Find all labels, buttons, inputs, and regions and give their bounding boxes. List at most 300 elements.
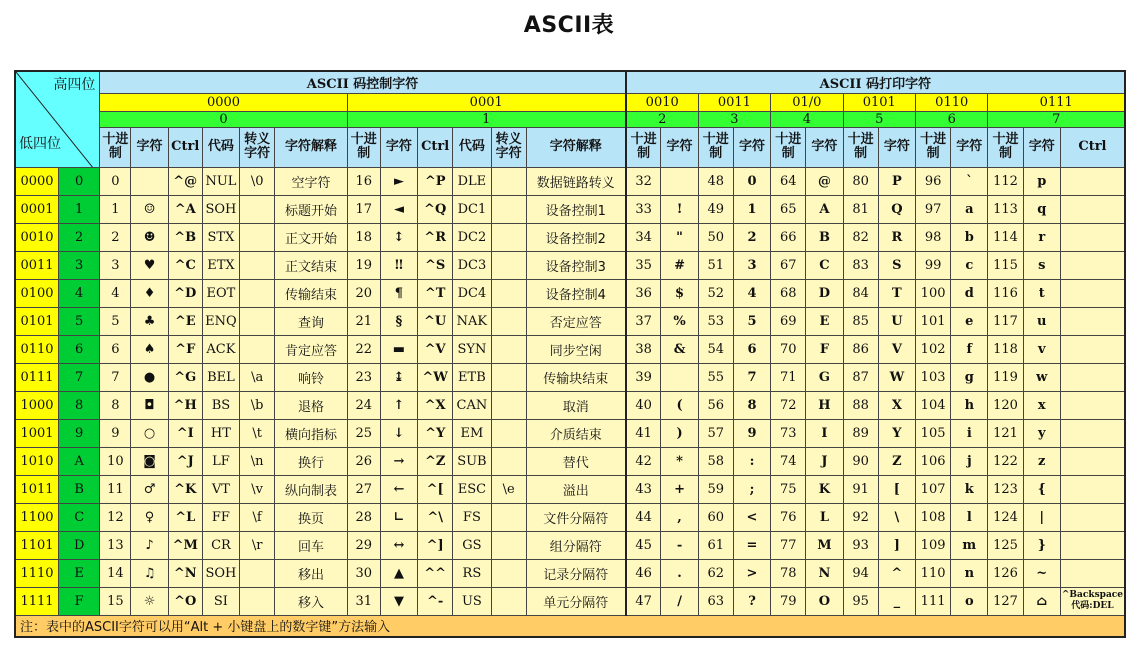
col-ctrl-cell: ^F: [168, 335, 202, 363]
empty-ctrl-cell: [1060, 475, 1125, 503]
col-dec-p3: 十进制: [843, 127, 878, 167]
col-desc-cell: 移入: [275, 587, 347, 615]
col-ctrl-cell: ^G: [168, 363, 202, 391]
print-dec-cell: 64: [771, 167, 806, 195]
col-dec-cell: 2: [100, 223, 131, 251]
col-dec-p2: 十进制: [771, 127, 806, 167]
col-dec-cell: 27: [347, 475, 380, 503]
print-char-cell: G: [806, 363, 843, 391]
col-ctrl-1: Ctrl: [418, 127, 453, 167]
col-ctrl-cell: ^K: [168, 475, 202, 503]
print-dec-cell: 115: [988, 251, 1023, 279]
print-dec-cell: 36: [626, 279, 661, 307]
print-dec-cell: 109: [916, 531, 951, 559]
print-dec-cell: 51: [698, 251, 733, 279]
print-char-cell: y: [1023, 419, 1060, 447]
print-char-cell: 7: [733, 363, 770, 391]
col-code-1: 代码: [453, 127, 491, 167]
print-dec-cell: 65: [771, 195, 806, 223]
print-dec-cell: 114: [988, 223, 1023, 251]
print-char-cell: u: [1023, 307, 1060, 335]
col-desc-cell: 正文开始: [275, 223, 347, 251]
print-group-header: ASCII 码打印字符: [626, 71, 1125, 93]
print-char-cell: :: [733, 447, 770, 475]
print-dec-cell: 32: [626, 167, 661, 195]
low-bits-cell: 1001: [15, 419, 58, 447]
print-dec-cell: 75: [771, 475, 806, 503]
print-char-cell: r: [1023, 223, 1060, 251]
col-escape-cell: [491, 335, 526, 363]
col-ctrl-cell: ^M: [168, 531, 202, 559]
print-dec-cell: 38: [626, 335, 661, 363]
col-escape-cell: [491, 419, 526, 447]
col-escape-cell: [491, 391, 526, 419]
low-hex-cell: 6: [58, 335, 99, 363]
print-char-cell: #: [661, 251, 698, 279]
col-code-cell: NAK: [453, 307, 491, 335]
col-ctrl-cell: ^^: [418, 559, 453, 587]
print-dec-cell: 120: [988, 391, 1023, 419]
print-char-cell: \: [878, 503, 915, 531]
col-char-cell: [131, 167, 168, 195]
print-dec-cell: 78: [771, 559, 806, 587]
print-char-cell: V: [878, 335, 915, 363]
print-dec-cell: 61: [698, 531, 733, 559]
col-ctrl-cell: ^S: [418, 251, 453, 279]
control-group-header: ASCII 码控制字符: [100, 71, 626, 93]
print-dec-cell: 102: [916, 335, 951, 363]
col-escape-1: 转义字符: [491, 127, 526, 167]
col-char-p3: 字符: [878, 127, 915, 167]
print-dec-cell: 71: [771, 363, 806, 391]
col-ctrl-cell: ^U: [418, 307, 453, 335]
col-ctrl-cell: ^T: [418, 279, 453, 307]
empty-ctrl-cell: [1060, 503, 1125, 531]
col-code-cell: CR: [202, 531, 239, 559]
low-hex-cell: 0: [58, 167, 99, 195]
print-dec-cell: 60: [698, 503, 733, 531]
print-dec-cell: 104: [916, 391, 951, 419]
table-row: [15, 279, 1125, 307]
col-escape-cell: [491, 531, 526, 559]
print-char-cell: ⌂: [1023, 587, 1060, 615]
print-dec-cell: 41: [626, 419, 661, 447]
low-bits-cell: 1000: [15, 391, 58, 419]
print-char-cell: ": [661, 223, 698, 251]
print-dec-cell: 101: [916, 307, 951, 335]
col-code-cell: DC4: [453, 279, 491, 307]
print-dec-cell: 81: [843, 195, 878, 223]
high-bits-7: 0111: [988, 93, 1125, 111]
print-char-cell: h: [951, 391, 988, 419]
page-title: ASCII表: [523, 13, 615, 38]
print-dec-cell: 76: [771, 503, 806, 531]
col-escape-cell: [240, 335, 275, 363]
col-ctrl-cell: ^I: [168, 419, 202, 447]
col-dec-cell: 13: [100, 531, 131, 559]
high-hex-6: 6: [916, 111, 988, 127]
print-char-cell: E: [806, 307, 843, 335]
print-char-cell: m: [951, 531, 988, 559]
print-char-cell: %: [661, 307, 698, 335]
col-code-cell: FS: [453, 503, 491, 531]
low-bits-cell: 0011: [15, 251, 58, 279]
print-char-cell: t: [1023, 279, 1060, 307]
col-code-cell: BS: [202, 391, 239, 419]
empty-ctrl-cell: [1060, 335, 1125, 363]
print-dec-cell: 83: [843, 251, 878, 279]
print-char-cell: ?: [733, 587, 770, 615]
print-dec-cell: 57: [698, 419, 733, 447]
print-char-cell: _: [878, 587, 915, 615]
table-row: [15, 559, 1125, 587]
empty-ctrl-cell: [1060, 223, 1125, 251]
table-row: [15, 447, 1125, 475]
print-dec-cell: 82: [843, 223, 878, 251]
col-ctrl-0: Ctrl: [168, 127, 202, 167]
print-dec-cell: 91: [843, 475, 878, 503]
del-ctrl-cell: ^Backspace 代码:DEL: [1060, 587, 1125, 615]
col-ctrl-cell: ^Q: [418, 195, 453, 223]
print-dec-cell: 117: [988, 307, 1023, 335]
low-bits-cell: 0100: [15, 279, 58, 307]
print-dec-cell: 50: [698, 223, 733, 251]
col-desc-cell: 传输块结束: [526, 363, 626, 391]
print-char-cell: B: [806, 223, 843, 251]
print-char-cell: @: [806, 167, 843, 195]
col-char-p4: 字符: [951, 127, 988, 167]
low-bits-cell: 1110: [15, 559, 58, 587]
high-hex-5: 5: [843, 111, 915, 127]
col-desc-cell: 正文结束: [275, 251, 347, 279]
low-hex-cell: F: [58, 587, 99, 615]
col-desc-cell: 回车: [275, 531, 347, 559]
col-char-cell: ◘: [131, 391, 168, 419]
col-code-cell: SOH: [202, 195, 239, 223]
col-ctrl-cell: ^O: [168, 587, 202, 615]
col-dec-cell: 6: [100, 335, 131, 363]
print-char-cell: >: [733, 559, 770, 587]
print-dec-cell: 95: [843, 587, 878, 615]
empty-ctrl-cell: [1060, 279, 1125, 307]
print-char-cell: =: [733, 531, 770, 559]
col-dec-cell: 20: [347, 279, 380, 307]
col-desc-cell: 肯定应答: [275, 335, 347, 363]
col-code-cell: HT: [202, 419, 239, 447]
col-desc-cell: 单元分隔符: [526, 587, 626, 615]
print-dec-cell: 44: [626, 503, 661, 531]
col-desc-cell: 设备控制2: [526, 223, 626, 251]
print-char-cell: A: [806, 195, 843, 223]
col-dec-1: 十进制: [347, 127, 380, 167]
col-char-cell: →: [380, 447, 417, 475]
col-char-cell: ♣: [131, 307, 168, 335]
print-dec-cell: 124: [988, 503, 1023, 531]
col-escape-cell: \f: [240, 503, 275, 531]
col-escape-cell: \0: [240, 167, 275, 195]
high-hex-1: 1: [347, 111, 626, 127]
col-escape-cell: \r: [240, 531, 275, 559]
col-char-cell: ♂: [131, 475, 168, 503]
print-char-cell: H: [806, 391, 843, 419]
col-char-cell: ☺: [131, 195, 168, 223]
col-code-cell: RS: [453, 559, 491, 587]
print-char-cell: $: [661, 279, 698, 307]
print-dec-cell: 125: [988, 531, 1023, 559]
print-dec-cell: 35: [626, 251, 661, 279]
print-dec-cell: 49: [698, 195, 733, 223]
col-escape-cell: \e: [491, 475, 526, 503]
print-char-cell: O: [806, 587, 843, 615]
low-bits-cell: 0101: [15, 307, 58, 335]
col-escape-cell: \n: [240, 447, 275, 475]
print-char-cell: W: [878, 363, 915, 391]
col-char-cell: ◙: [131, 447, 168, 475]
print-dec-cell: 56: [698, 391, 733, 419]
print-char-cell: P: [878, 167, 915, 195]
col-ctrl-cell: ^B: [168, 223, 202, 251]
low-hex-cell: B: [58, 475, 99, 503]
print-dec-cell: 110: [916, 559, 951, 587]
print-dec-cell: 62: [698, 559, 733, 587]
print-dec-cell: 33: [626, 195, 661, 223]
print-char-cell: k: [951, 475, 988, 503]
col-ctrl-cell: ^N: [168, 559, 202, 587]
print-dec-cell: 119: [988, 363, 1023, 391]
col-ctrl-last: Ctrl: [1060, 127, 1125, 167]
print-dec-cell: 79: [771, 587, 806, 615]
col-desc-cell: 查询: [275, 307, 347, 335]
col-code-cell: ENQ: [202, 307, 239, 335]
high-bits-2: 0010: [626, 93, 698, 111]
print-char-cell: z: [1023, 447, 1060, 475]
print-char-cell: e: [951, 307, 988, 335]
print-char-cell: K: [806, 475, 843, 503]
col-char-cell: ↑: [380, 391, 417, 419]
print-char-cell: 0: [733, 167, 770, 195]
print-char-cell: Q: [878, 195, 915, 223]
col-desc-cell: 文件分隔符: [526, 503, 626, 531]
empty-ctrl-cell: [1060, 447, 1125, 475]
col-desc-cell: 响铃: [275, 363, 347, 391]
col-dec-cell: 10: [100, 447, 131, 475]
print-dec-cell: 53: [698, 307, 733, 335]
print-dec-cell: 93: [843, 531, 878, 559]
col-code-cell: LF: [202, 447, 239, 475]
col-dec-cell: 31: [347, 587, 380, 615]
print-dec-cell: 52: [698, 279, 733, 307]
col-ctrl-cell: ^R: [418, 223, 453, 251]
col-ctrl-cell: ^X: [418, 391, 453, 419]
print-dec-cell: 92: [843, 503, 878, 531]
low-bits-cell: 0110: [15, 335, 58, 363]
col-char-cell: ▬: [380, 335, 417, 363]
low-hex-cell: C: [58, 503, 99, 531]
print-char-cell: !: [661, 195, 698, 223]
table-row: [15, 391, 1125, 419]
print-dec-cell: 45: [626, 531, 661, 559]
print-char-cell: ^: [878, 559, 915, 587]
print-dec-cell: 103: [916, 363, 951, 391]
col-escape-cell: [240, 251, 275, 279]
col-ctrl-cell: ^L: [168, 503, 202, 531]
print-char-cell: s: [1023, 251, 1060, 279]
col-code-cell: ETX: [202, 251, 239, 279]
table-row: [15, 251, 1125, 279]
col-escape-cell: [240, 559, 275, 587]
col-char-p1: 字符: [733, 127, 770, 167]
col-code-cell: EOT: [202, 279, 239, 307]
corner-high-label: 高四位: [53, 77, 96, 93]
col-ctrl-cell: ^W: [418, 363, 453, 391]
print-dec-cell: 69: [771, 307, 806, 335]
col-desc-cell: 退格: [275, 391, 347, 419]
col-char-cell: ●: [131, 363, 168, 391]
print-char-cell: /: [661, 587, 698, 615]
col-ctrl-cell: ^Z: [418, 447, 453, 475]
print-char-cell: p: [1023, 167, 1060, 195]
print-char-cell: 8: [733, 391, 770, 419]
col-desc-1: 字符解释: [526, 127, 626, 167]
print-dec-cell: 88: [843, 391, 878, 419]
col-code-cell: SOH: [202, 559, 239, 587]
print-char-cell: [661, 167, 698, 195]
col-char-cell: ‼: [380, 251, 417, 279]
print-dec-cell: 85: [843, 307, 878, 335]
col-dec-cell: 15: [100, 587, 131, 615]
table-row: [15, 167, 1125, 195]
col-ctrl-cell: ^\: [418, 503, 453, 531]
print-char-cell: S: [878, 251, 915, 279]
print-char-cell: 4: [733, 279, 770, 307]
print-char-cell: Y: [878, 419, 915, 447]
print-char-cell: ~: [1023, 559, 1060, 587]
print-char-cell: |: [1023, 503, 1060, 531]
print-char-cell: N: [806, 559, 843, 587]
print-dec-cell: 77: [771, 531, 806, 559]
low-bits-cell: 0111: [15, 363, 58, 391]
print-char-cell: R: [878, 223, 915, 251]
col-dec-cell: 5: [100, 307, 131, 335]
col-escape-cell: [491, 363, 526, 391]
print-char-cell: +: [661, 475, 698, 503]
print-char-cell: X: [878, 391, 915, 419]
col-char-cell: ☼: [131, 587, 168, 615]
print-char-cell: x: [1023, 391, 1060, 419]
col-ctrl-cell: ^P: [418, 167, 453, 195]
print-dec-cell: 37: [626, 307, 661, 335]
col-desc-cell: 设备控制4: [526, 279, 626, 307]
col-code-cell: FF: [202, 503, 239, 531]
col-ctrl-cell: ^H: [168, 391, 202, 419]
print-char-cell: l: [951, 503, 988, 531]
col-dec-cell: 0: [100, 167, 131, 195]
low-bits-cell: 0010: [15, 223, 58, 251]
col-char-cell: ○: [131, 419, 168, 447]
empty-ctrl-cell: [1060, 531, 1125, 559]
col-char-cell: ←: [380, 475, 417, 503]
empty-ctrl-cell: [1060, 307, 1125, 335]
col-code-cell: BEL: [202, 363, 239, 391]
empty-ctrl-cell: [1060, 251, 1125, 279]
col-code-cell: US: [453, 587, 491, 615]
print-dec-cell: 112: [988, 167, 1023, 195]
col-desc-cell: 设备控制3: [526, 251, 626, 279]
print-dec-cell: 87: [843, 363, 878, 391]
print-dec-cell: 98: [916, 223, 951, 251]
col-desc-cell: 纵向制表: [275, 475, 347, 503]
print-char-cell: d: [951, 279, 988, 307]
col-desc-cell: 传输结束: [275, 279, 347, 307]
col-escape-cell: [491, 251, 526, 279]
print-char-cell: n: [951, 559, 988, 587]
print-dec-cell: 122: [988, 447, 1023, 475]
print-dec-cell: 84: [843, 279, 878, 307]
print-dec-cell: 70: [771, 335, 806, 363]
print-dec-cell: 121: [988, 419, 1023, 447]
print-dec-cell: 106: [916, 447, 951, 475]
col-escape-cell: [491, 587, 526, 615]
print-char-cell: 1: [733, 195, 770, 223]
print-dec-cell: 42: [626, 447, 661, 475]
col-dec-0: 十进制: [100, 127, 131, 167]
print-dec-cell: 46: [626, 559, 661, 587]
col-char-cell: ↓: [380, 419, 417, 447]
col-code-cell: VT: [202, 475, 239, 503]
col-char-cell: ▲: [380, 559, 417, 587]
print-char-cell: I: [806, 419, 843, 447]
empty-ctrl-cell: [1060, 559, 1125, 587]
low-hex-cell: 1: [58, 195, 99, 223]
table-row: [15, 363, 1125, 391]
print-char-cell: 5: [733, 307, 770, 335]
col-dec-cell: 19: [347, 251, 380, 279]
print-dec-cell: 123: [988, 475, 1023, 503]
table-row: [15, 307, 1125, 335]
col-escape-cell: [491, 447, 526, 475]
print-char-cell: ): [661, 419, 698, 447]
print-char-cell: [661, 363, 698, 391]
print-dec-cell: 54: [698, 335, 733, 363]
print-dec-cell: 55: [698, 363, 733, 391]
print-dec-cell: 39: [626, 363, 661, 391]
low-hex-cell: 3: [58, 251, 99, 279]
col-escape-cell: [240, 307, 275, 335]
print-dec-cell: 107: [916, 475, 951, 503]
low-bits-cell: 1101: [15, 531, 58, 559]
high-bits-4: 01/0: [771, 93, 843, 111]
col-dec-cell: 8: [100, 391, 131, 419]
col-escape-cell: [491, 167, 526, 195]
print-dec-cell: 80: [843, 167, 878, 195]
low-bits-cell: 1010: [15, 447, 58, 475]
print-dec-cell: 47: [626, 587, 661, 615]
col-code-cell: DC2: [453, 223, 491, 251]
high-bits-1: 0001: [347, 93, 626, 111]
print-char-cell: <: [733, 503, 770, 531]
col-char-cell: ◄: [380, 195, 417, 223]
print-char-cell: c: [951, 251, 988, 279]
col-code-0: 代码: [202, 127, 239, 167]
print-char-cell: T: [878, 279, 915, 307]
table-row: [15, 475, 1125, 503]
col-dec-cell: 17: [347, 195, 380, 223]
print-char-cell: ;: [733, 475, 770, 503]
col-char-p0: 字符: [661, 127, 698, 167]
col-char-cell: §: [380, 307, 417, 335]
print-char-cell: {: [1023, 475, 1060, 503]
col-escape-cell: [240, 195, 275, 223]
